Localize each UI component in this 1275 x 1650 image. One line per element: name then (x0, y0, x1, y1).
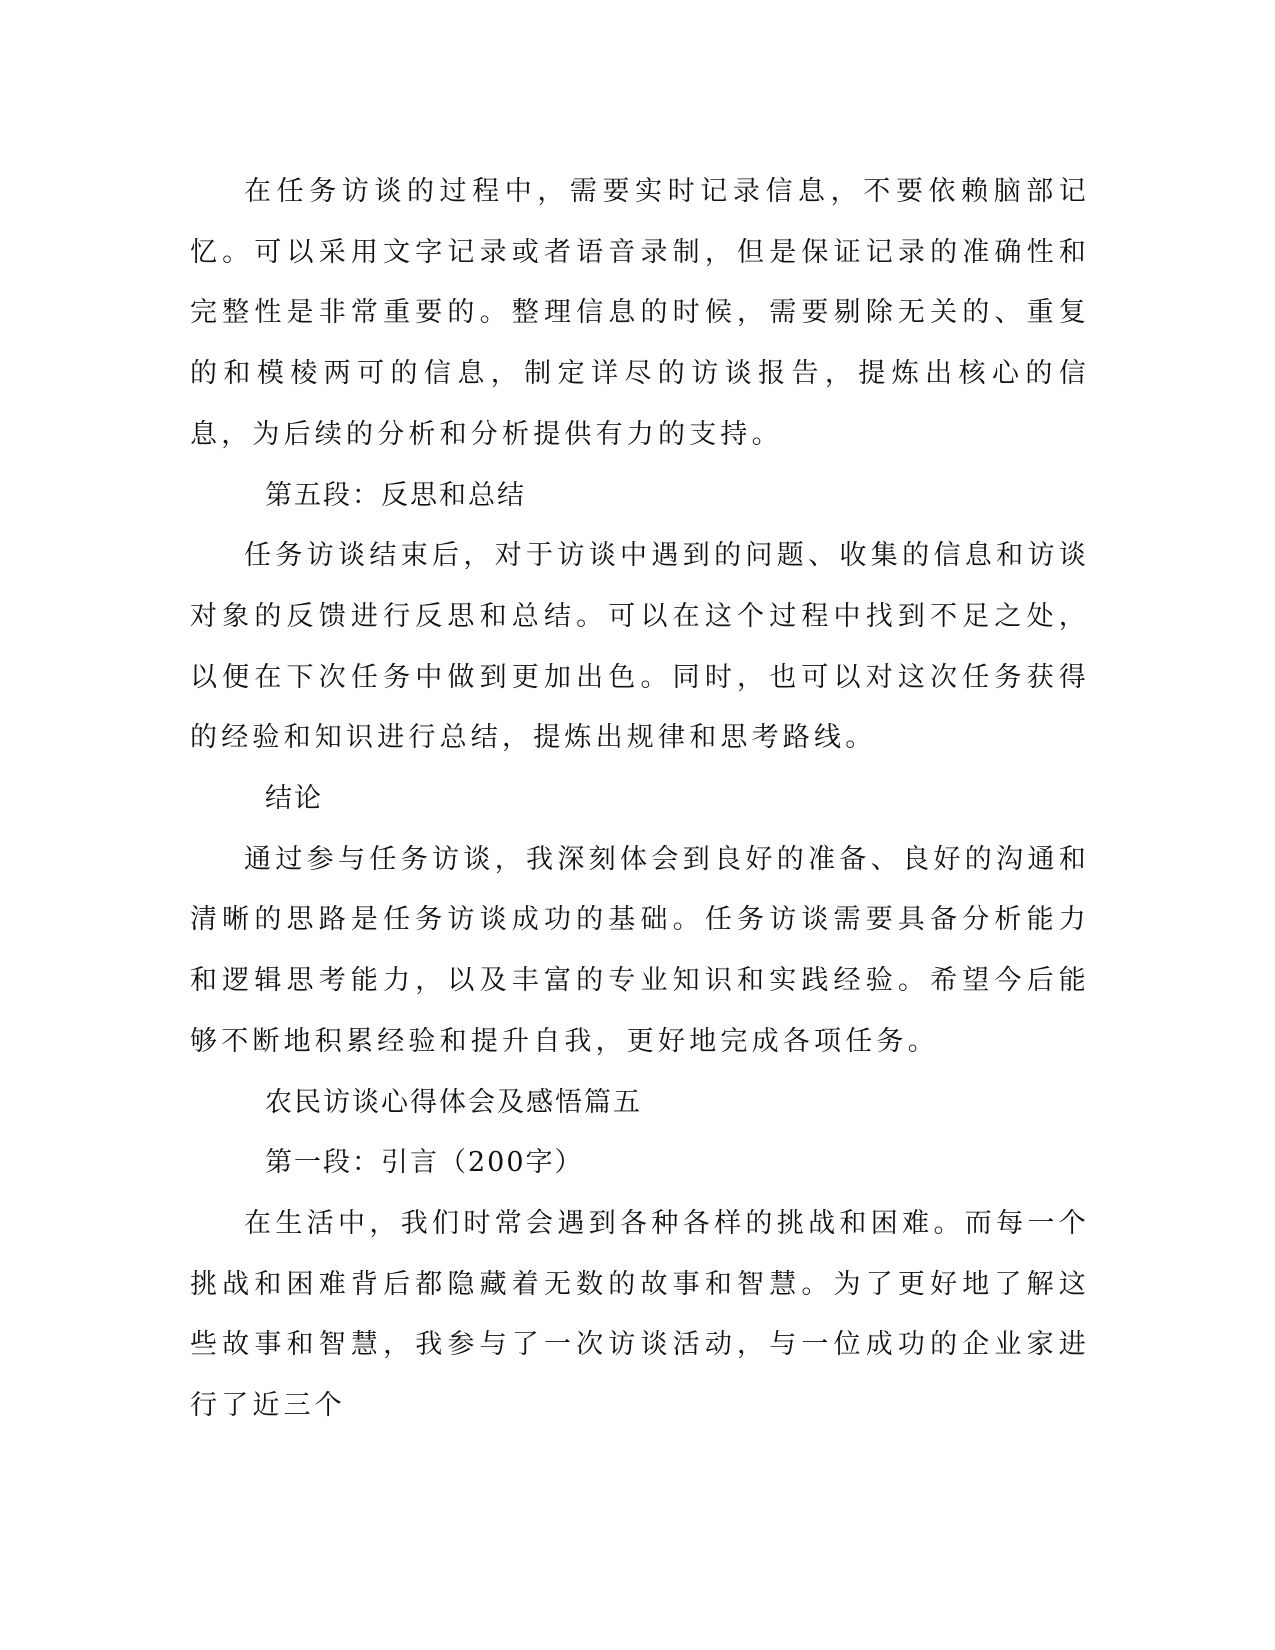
heading-section-one: 第一段：引言（200字） (265, 1147, 584, 1179)
heading-article-five: 农民访谈心得体会及感悟篇五 (265, 1086, 642, 1118)
paragraph-conclusion: 通过参与任务访谈，我深刻体会到良好的准备、良好的沟通和清晰的思路是任务访谈成功的基础。任务访谈需要具备分析能力和逻辑思考能力，以及丰富的专业知识和实践经验。希望今后能够不断地积累经验和提升自我，更好地完成各项任务。 (190, 843, 1090, 1057)
document-body (190, 162, 1090, 1437)
heading-section-five: 第五段：反思和总结 (265, 479, 526, 511)
paragraph-recording-info: 在任务访谈的过程中，需要实时记录信息，不要依赖脑部记忆。可以采用文字记录或者语音录制，但是保证记录的准确性和完整性是非常重要的。整理信息的时候，需要剔除无关的、重复的和模棱两可的信息，制定详尽的访谈报告，提炼出核心的信息，为后续的分析和分析提供有力的支持。 (190, 176, 1090, 450)
heading-conclusion: 结论 (265, 783, 323, 815)
paragraph-reflection: 任务访谈结束后，对于访谈中遇到的问题、收集的信息和访谈对象的反馈进行反思和总结。可以在这个过程中找到不足之处，以便在下次任务中做到更加出色。同时，也可以对这次任务获得的经验和知识进行总结，提炼出规律和思考路线。 (190, 540, 1090, 754)
paragraph-introduction: 在生活中，我们时常会遇到各种各样的挑战和困难。而每一个挑战和困难背后都隐藏着无数的故事和智慧。为了更好地了解这些故事和智慧，我参与了一次访谈活动，与一位成功的企业家进行了近三个 (190, 1207, 1090, 1422)
